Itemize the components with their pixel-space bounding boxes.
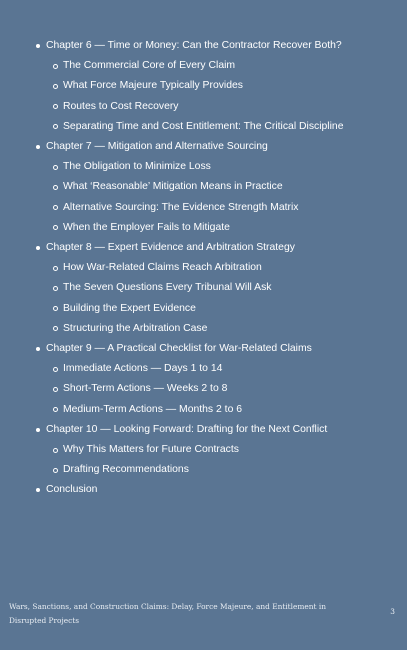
toc-section[interactable]: What Force Majeure Typically Provides xyxy=(0,76,407,96)
toc-section[interactable]: The Obligation to Minimize Loss xyxy=(0,157,407,177)
toc-section[interactable]: Routes to Cost Recovery xyxy=(0,97,407,117)
toc-section[interactable]: Structuring the Arbitration Case xyxy=(0,319,407,339)
toc-section[interactable]: How War-Related Claims Reach Arbitration xyxy=(0,258,407,278)
toc-section[interactable]: Building the Expert Evidence xyxy=(0,299,407,319)
toc-chapter-6[interactable]: Chapter 6 — Time or Money: Can the Contractor Recover Both? xyxy=(0,36,407,56)
toc-section[interactable]: Drafting Recommendations xyxy=(0,460,407,480)
toc-section[interactable]: When the Employer Fails to Mitigate xyxy=(0,218,407,238)
toc-chapter-8[interactable]: Chapter 8 — Expert Evidence and Arbitration Strategy xyxy=(0,238,407,258)
toc-section[interactable]: The Seven Questions Every Tribunal Will Ask xyxy=(0,278,407,298)
toc-conclusion[interactable]: Conclusion xyxy=(0,480,407,500)
toc-section[interactable]: Alternative Sourcing: The Evidence Strength Matrix xyxy=(0,198,407,218)
toc-section[interactable]: What ‘Reasonable’ Mitigation Means in Practice xyxy=(0,177,407,197)
toc-section[interactable]: Short-Term Actions — Weeks 2 to 8 xyxy=(0,379,407,399)
toc-section[interactable]: Why This Matters for Future Contracts xyxy=(0,440,407,460)
page-footer-title: Wars, Sanctions, and Construction Claims: Delay, Force Majeure, and Entitlement in Disrupted Projects xyxy=(9,602,326,625)
toc-section[interactable]: Separating Time and Cost Entitlement: The Critical Discipline xyxy=(0,117,407,137)
toc-section[interactable]: Immediate Actions — Days 1 to 14 xyxy=(0,359,407,379)
table-of-contents xyxy=(0,36,407,501)
toc-chapter-7[interactable]: Chapter 7 — Mitigation and Alternative Sourcing xyxy=(0,137,407,157)
toc-chapter-9[interactable]: Chapter 9 — A Practical Checklist for War-Related Claims xyxy=(0,339,407,359)
toc-chapter-10[interactable]: Chapter 10 — Looking Forward: Drafting for the Next Conflict xyxy=(0,420,407,440)
page-number: 3 xyxy=(390,607,395,616)
toc-section[interactable]: Medium-Term Actions — Months 2 to 6 xyxy=(0,400,407,420)
toc-section[interactable]: The Commercial Core of Every Claim xyxy=(0,56,407,76)
